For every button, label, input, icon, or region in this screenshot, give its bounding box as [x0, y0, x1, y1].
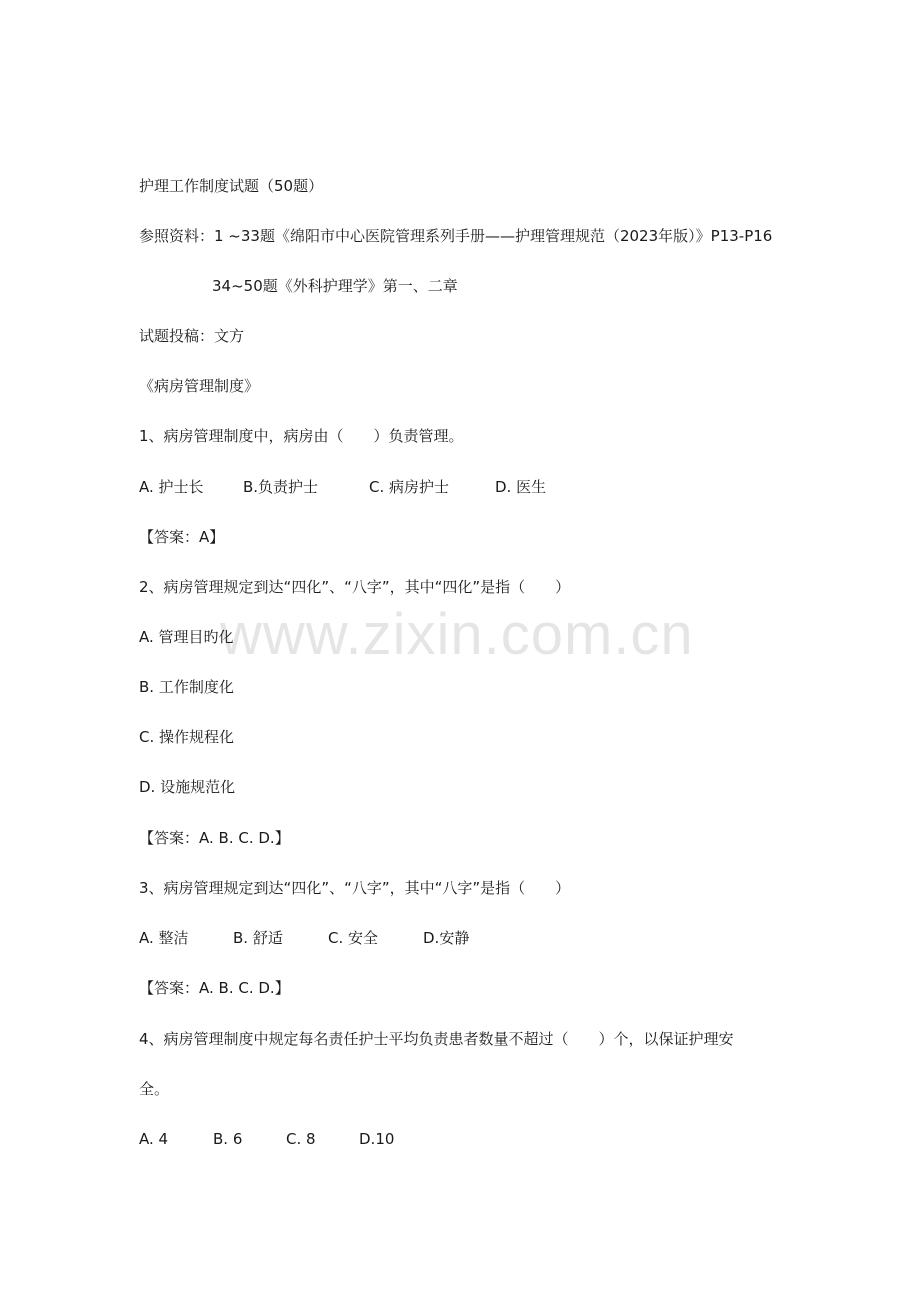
reference-line-2: 34~50题《外科护理学》第一、二章 [212, 277, 458, 295]
question-3-answer: 【答案：A. B. C. D.】 [139, 979, 290, 997]
section-heading: 《病房管理制度》 [139, 377, 260, 395]
question-2-option-c: C. 操作规程化 [139, 728, 235, 746]
option-d: D.安静 [423, 929, 470, 947]
question-4-stem-line-2: 全。 [139, 1080, 170, 1098]
question-4-options [139, 1129, 394, 1149]
document-title: 护理工作制度试题（50题） [139, 177, 324, 195]
question-1-stem: 1、病房管理制度中，病房由（ ）负责管理。 [139, 427, 464, 445]
option-a: A. 整洁 [139, 929, 189, 947]
option-c: C. 8 [286, 1130, 316, 1148]
option-b: B. 6 [213, 1130, 243, 1148]
option-d: D. 医生 [495, 478, 547, 496]
question-2-stem: 2、病房管理规定到达“四化”、“八字”，其中“四化”是指（ ） [139, 578, 571, 596]
option-c: C. 病房护士 [369, 478, 450, 496]
question-2-option-b: B. 工作制度化 [139, 678, 234, 696]
option-b: B. 舒适 [233, 929, 283, 947]
option-b: B.负责护士 [243, 478, 319, 496]
option-a: A. 护士长 [139, 478, 204, 496]
question-1-answer: 【答案：A】 [139, 528, 225, 546]
option-d: D.10 [359, 1130, 395, 1148]
question-3-stem: 3、病房管理规定到达“四化”、“八字”，其中“八字”是指（ ） [139, 879, 571, 897]
question-1-options [139, 477, 546, 497]
author-line: 试题投稿：文方 [139, 327, 245, 345]
reference-line-1: 参照资料：1 ~33题《绵阳市中心医院管理系列手册——护理管理规范（2023年版）》P13-P16 [139, 227, 773, 245]
watermark: www.zixin.com.cn [220, 602, 694, 667]
question-2-option-d: D. 设施规范化 [139, 778, 236, 796]
question-4-stem-line-1: 4、病房管理制度中规定每名责任护士平均负责患者数量不超过（ ）个，以保证护理安 [139, 1030, 734, 1048]
question-2-option-a: A. 管理目旳化 [139, 628, 234, 646]
option-c: C. 安全 [328, 929, 379, 947]
option-a: A. 4 [139, 1130, 169, 1148]
question-3-options [139, 928, 469, 948]
question-2-answer: 【答案：A. B. C. D.】 [139, 829, 290, 847]
